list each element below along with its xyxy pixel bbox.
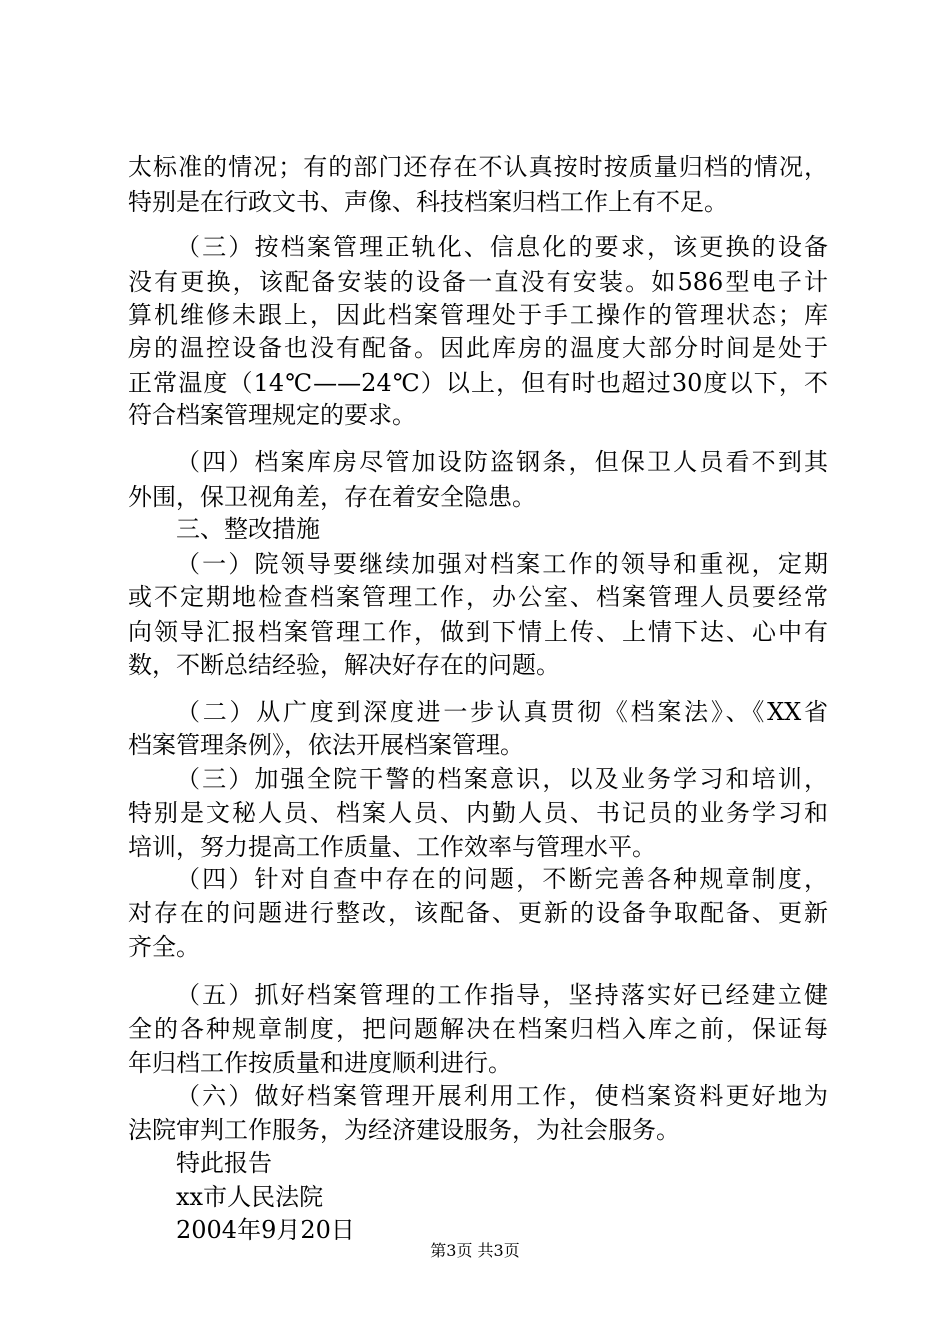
text-line: 法院审判工作服务，为经济建设服务，为社会服务。 [128,1116,680,1144]
closing-line: 特此报告 [176,1149,272,1177]
text-line: 数，不断总结经验，解决好存在的问题。 [128,651,560,679]
text-line: 全的各种规章制度，把问题解决在档案归档入库之前，保证每 [128,1015,828,1043]
signature-organization: xx市人民法院 [176,1183,324,1211]
text-line: 房的温控设备也没有配备。因此库房的温度大部分时间是处于 [128,334,828,362]
page-footer: 第3页 共3页 [430,1241,520,1260]
text-line: 向领导汇报档案管理工作，做到下情上传、上情下达、心中有 [128,618,828,646]
text-line: 或不定期地检查档案管理工作，办公室、档案管理人员要经常 [128,583,828,611]
text-line: 没有更换，该配备安装的设备一直没有安装。如586型电子计 [128,268,828,296]
text-line: 外围，保卫视角差，存在着安全隐患。 [128,483,536,511]
text-line: （三）按档案管理正轨化、信息化的要求，该更换的设备 [176,233,828,261]
text-line: （四）档案库房尽管加设防盗钢条，但保卫人员看不到其 [176,448,828,476]
text-line: 年归档工作按质量和进度顺利进行。 [128,1049,512,1077]
text-line: 正常温度（14℃——24℃）以上，但有时也超过30度以下，不 [128,369,828,397]
text-line: （一）院领导要继续加强对档案工作的领导和重视，定期 [176,550,828,578]
signature-date: 2004年9月20日 [176,1216,355,1244]
text-line: （四）针对自查中存在的问题，不断完善各种规章制度， [176,865,828,893]
text-line: （二）从广度到深度进一步认真贯彻《档案法》、《XX省 [176,698,828,726]
text-line: 齐全。 [128,933,200,961]
text-line: 算机维修未跟上，因此档案管理处于手工操作的管理状态；库 [128,301,828,329]
text-line: （三）加强全院干警的档案意识，以及业务学习和培训， [176,765,828,793]
section-heading: 三、整改措施 [176,515,320,543]
text-line: 符合档案管理规定的要求。 [128,401,416,429]
text-line: 档案管理条例》，依法开展档案管理。 [128,731,524,759]
text-line: 对存在的问题进行整改，该配备、更新的设备争取配备、更新 [128,899,828,927]
text-line: 特别是在行政文书、声像、科技档案归档工作上有不足。 [128,188,728,216]
text-line: （六）做好档案管理开展利用工作，使档案资料更好地为 [176,1082,828,1110]
text-line: （五）抓好档案管理的工作指导，坚持落实好已经建立健 [176,981,828,1009]
text-line: 特别是文秘人员、档案人员、内勤人员、书记员的业务学习和 [128,799,828,827]
text-line: 培训，努力提高工作质量、工作效率与管理水平。 [128,833,656,861]
text-line: 太标准的情况；有的部门还存在不认真按时按质量归档的情况， [128,153,828,181]
